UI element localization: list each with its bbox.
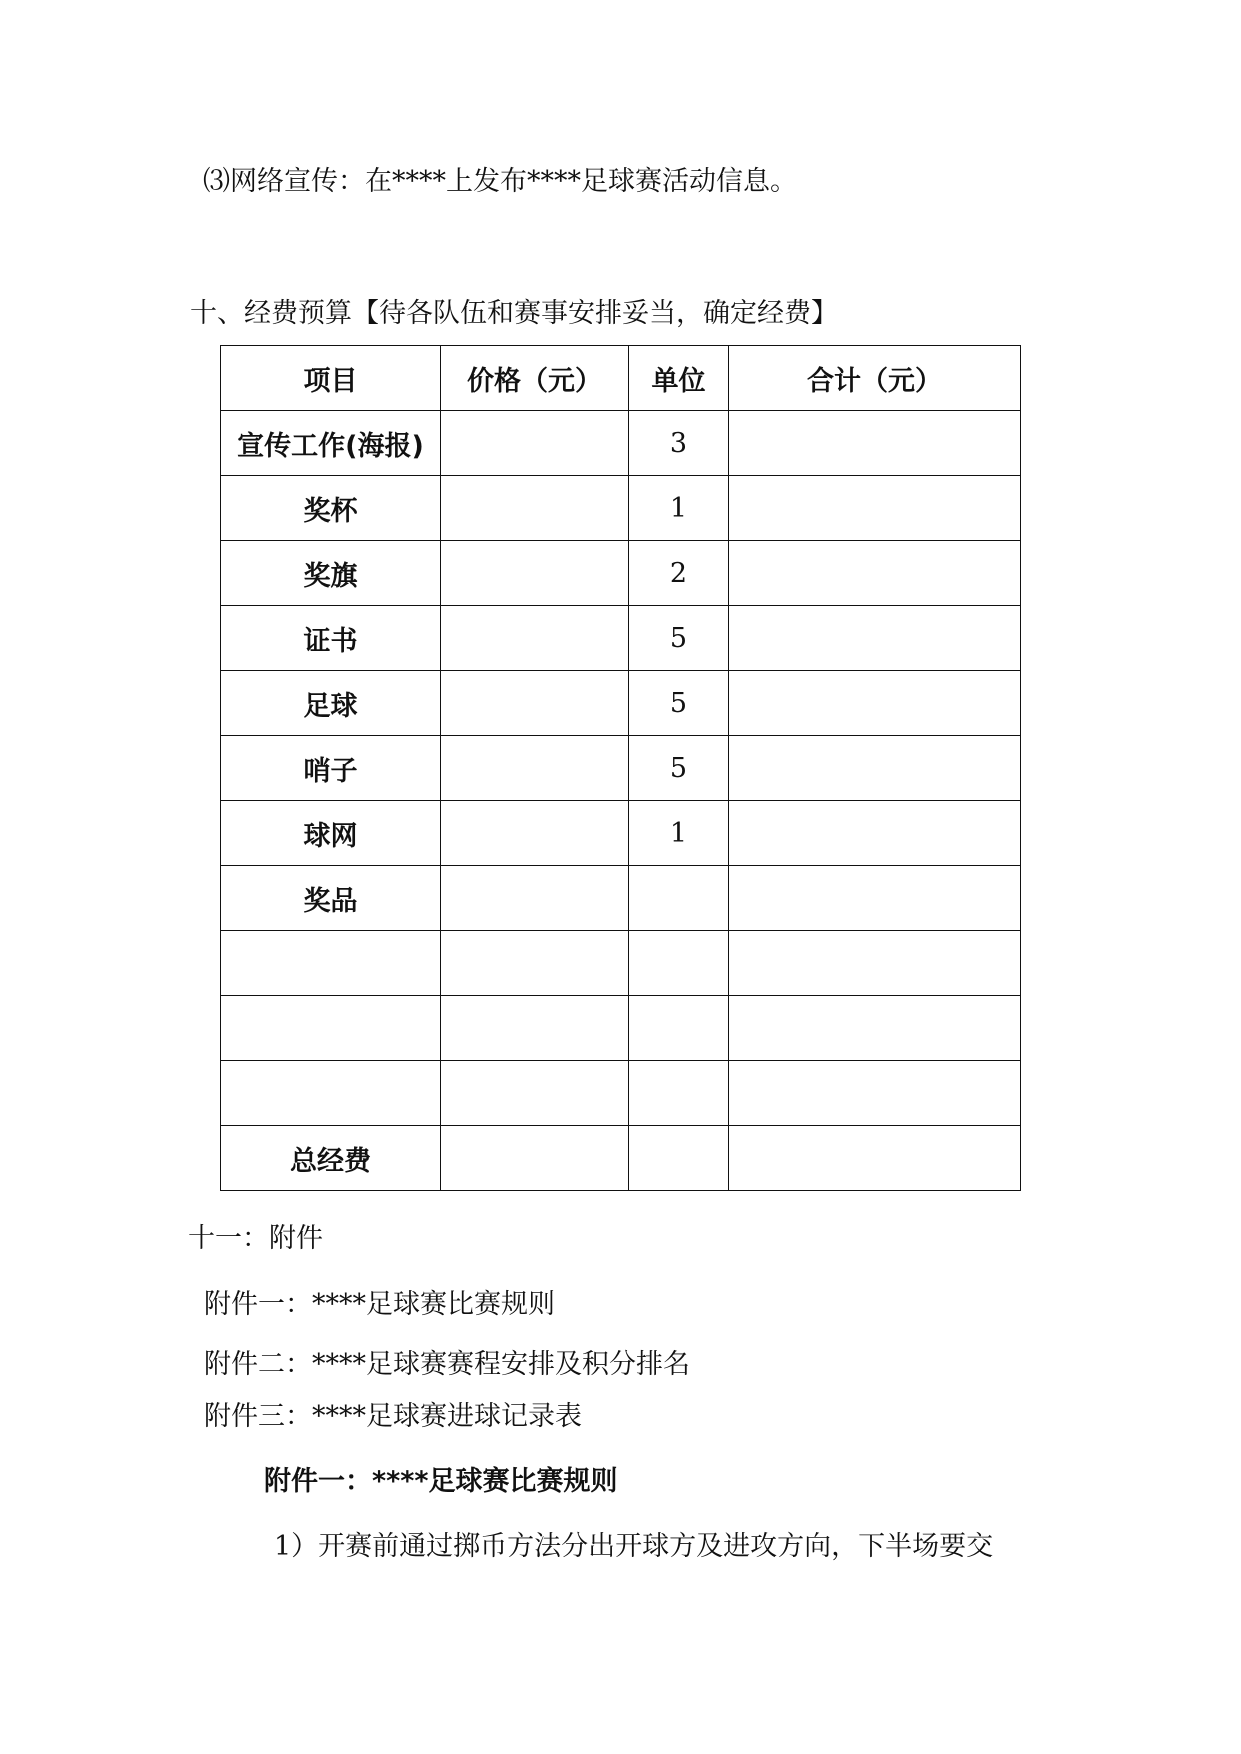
item-cell: 证书: [221, 606, 441, 671]
attachment-list-item: 附件二：****足球赛赛程安排及积分排名: [204, 1349, 690, 1380]
price-cell: [441, 1126, 629, 1191]
unit-cell: 5: [629, 736, 729, 801]
total-cell: [729, 476, 1021, 541]
item-cell: 哨子: [221, 736, 441, 801]
price-cell: [441, 1061, 629, 1126]
unit-cell: 3: [629, 411, 729, 476]
total-cell: [729, 1061, 1021, 1126]
table-row: [221, 1061, 1021, 1126]
price-cell: [441, 541, 629, 606]
price-cell: [441, 671, 629, 736]
table-row: [221, 671, 1021, 736]
item-cell: [221, 1061, 441, 1126]
unit-cell: 5: [629, 671, 729, 736]
price-cell: [441, 801, 629, 866]
table-row: [221, 541, 1021, 606]
price-cell: [441, 996, 629, 1061]
total-cell: [729, 996, 1021, 1061]
attachment-one-title: 附件一：****足球赛比赛规则: [264, 1466, 618, 1497]
table-row-grand-total: [221, 1126, 1021, 1191]
unit-cell: [629, 1061, 729, 1126]
total-cell: [729, 1126, 1021, 1191]
unit-cell: 1: [629, 801, 729, 866]
budget-table: [220, 345, 1021, 1191]
column-header-price: 价格（元）: [441, 346, 629, 411]
unit-cell: 5: [629, 606, 729, 671]
unit-cell: [629, 931, 729, 996]
total-cell: [729, 866, 1021, 931]
total-cell: [729, 606, 1021, 671]
table-row: [221, 606, 1021, 671]
budget-table-header-row: [221, 346, 1021, 411]
total-cell: [729, 801, 1021, 866]
network-promo-text: ⑶网络宣传：在****上发布****足球赛活动信息。: [203, 166, 797, 197]
table-row: [221, 931, 1021, 996]
attachments-heading: 十一：附件: [188, 1223, 323, 1254]
attachment-list-item: 附件一：****足球赛比赛规则: [204, 1289, 555, 1320]
item-cell: [221, 931, 441, 996]
total-cell: [729, 541, 1021, 606]
table-row: [221, 801, 1021, 866]
price-cell: [441, 736, 629, 801]
unit-cell: [629, 866, 729, 931]
column-header-item: 项目: [221, 346, 441, 411]
attachment-list-item: 附件三：****足球赛进球记录表: [204, 1401, 582, 1432]
total-cell: [729, 411, 1021, 476]
table-row: [221, 866, 1021, 931]
unit-cell: 2: [629, 541, 729, 606]
price-cell: [441, 606, 629, 671]
column-header-unit: 单位: [629, 346, 729, 411]
unit-cell: 1: [629, 476, 729, 541]
price-cell: [441, 476, 629, 541]
rule-1-text: 1）开赛前通过掷币方法分出开球方及进攻方向，下半场要交: [274, 1531, 994, 1562]
total-cell: [729, 736, 1021, 801]
item-cell: 足球: [221, 671, 441, 736]
table-row: [221, 476, 1021, 541]
item-cell: 奖旗: [221, 541, 441, 606]
table-row: [221, 996, 1021, 1061]
table-row: [221, 736, 1021, 801]
price-cell: [441, 866, 629, 931]
price-cell: [441, 931, 629, 996]
price-cell: [441, 411, 629, 476]
budget-heading: 十、经费预算【待各队伍和赛事安排妥当，确定经费】: [190, 298, 838, 329]
column-header-total: 合计（元）: [729, 346, 1021, 411]
item-cell: 宣传工作(海报): [221, 411, 441, 476]
item-cell: 总经费: [221, 1126, 441, 1191]
total-cell: [729, 671, 1021, 736]
total-cell: [729, 931, 1021, 996]
item-cell: 奖品: [221, 866, 441, 931]
unit-cell: [629, 1126, 729, 1191]
unit-cell: [629, 996, 729, 1061]
item-cell: 奖杯: [221, 476, 441, 541]
item-cell: 球网: [221, 801, 441, 866]
item-cell: [221, 996, 441, 1061]
table-row: [221, 411, 1021, 476]
